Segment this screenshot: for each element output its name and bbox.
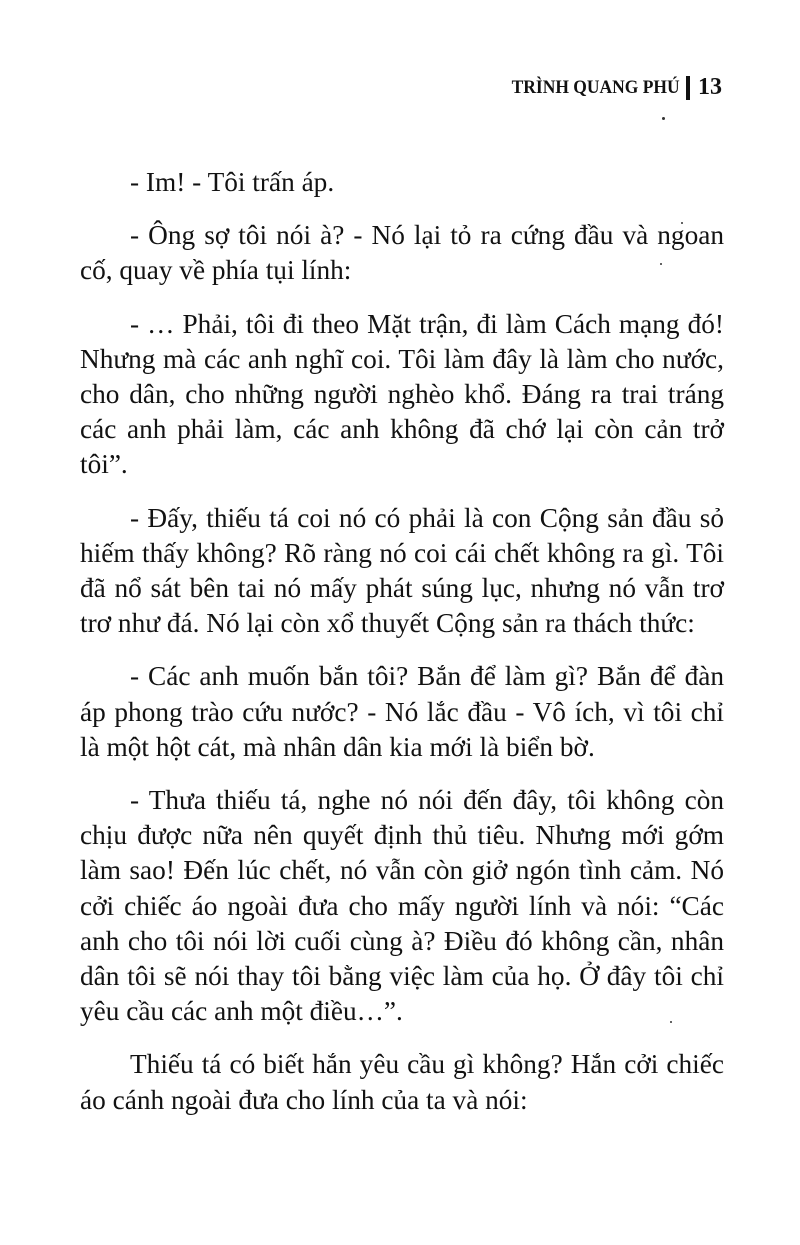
paragraph: - Im! - Tôi trấn áp.: [130, 167, 335, 197]
scan-speck: [662, 117, 665, 120]
header-author: TRÌNH QUANG PHÚ: [511, 76, 680, 98]
paragraph: - Đấy, thiếu tá coi nó có phải là con Cộng sản đầu sỏ hiếm thấy không? Rõ ràng nó coi cái chết không ra gì. Tôi đã nổ sát bên tai nó mấy phát súng lục, nhưng nó vẫn trơ trơ như đá. Nó lại còn xổ thuyết Cộng sản ra thách thức:: [80, 502, 724, 639]
paragraph: - Thưa thiếu tá, nghe nó nói đến đây, tôi không còn chịu được nữa nên quyết định thủ tiêu. Nhưng mới gớm làm sao! Đến lúc chết, nó vẫn còn giở ngón tình cảm. Nó cởi chiếc áo ngoài đưa cho mấy người lính và nói: “Các anh cho tôi nói lời cuối cùng à? Điều đó không cần, nhân dân tôi sẽ nói thay tôi bằng việc làm của họ. Ở đây tôi chỉ yêu cầu các anh một điều…”.: [80, 785, 724, 1027]
page-number: 13: [698, 74, 722, 100]
paragraph: Thiếu tá có biết hắn yêu cầu gì không? Hắn cởi chiếc áo cánh ngoài đưa cho lính của ta và nói:: [80, 1049, 724, 1115]
paragraph: - Ông sợ tôi nói à? - Nó lại tỏ ra cứng đầu và ngoan cố, quay về phía tụi lính:: [80, 220, 724, 286]
paragraph: - Các anh muốn bắn tôi? Bắn để làm gì? Bắn để đàn áp phong trào cứu nước? - Nó lắc đầu - Vô ích, vì tôi chỉ là một hột cát, mà nhân dân kia mới là biển bờ.: [80, 661, 724, 762]
paragraph: - … Phải, tôi đi theo Mặt trận, đi làm Cách mạng đó! Nhưng mà các anh nghĩ coi. Tôi làm đây là làm cho nước, cho dân, cho những người nghèo khổ. Đáng ra trai tráng các anh phải làm, các anh không đã chớ lại còn cản trở tôi”.: [80, 308, 724, 480]
running-header: [497, 74, 722, 101]
header-separator: [686, 76, 690, 100]
body-text: [80, 165, 724, 1136]
